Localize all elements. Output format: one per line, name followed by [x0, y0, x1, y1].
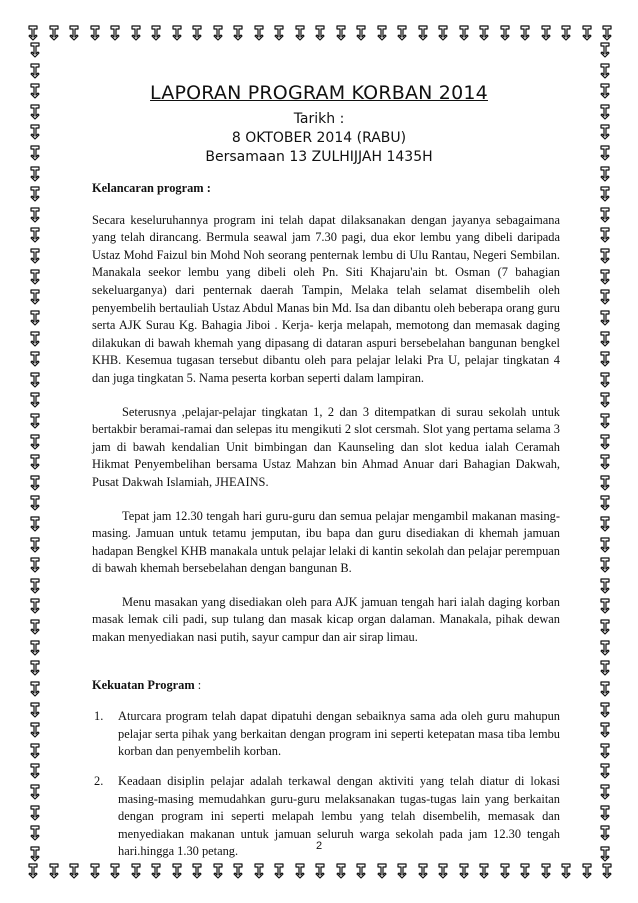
- hand-pointing-down-icon: [598, 248, 612, 264]
- hand-pointing-down-icon: [598, 660, 612, 676]
- hand-pointing-down-icon: [598, 702, 612, 718]
- hand-pointing-down-icon: [28, 743, 42, 759]
- hand-pointing-down-icon: [28, 63, 42, 79]
- hand-pointing-down-icon: [28, 145, 42, 161]
- hand-pointing-down-icon: [28, 805, 42, 821]
- hand-pointing-down-icon: [598, 722, 612, 738]
- hand-pointing-down-icon: [190, 25, 204, 41]
- hand-pointing-down-icon: [313, 25, 327, 41]
- title-block: [60, 82, 578, 167]
- hand-pointing-down-icon: [28, 454, 42, 470]
- hand-pointing-down-icon: [231, 25, 245, 41]
- hand-pointing-down-icon: [28, 578, 42, 594]
- document-title: LAPORAN PROGRAM KORBAN 2014: [150, 82, 488, 104]
- hand-pointing-down-icon: [28, 537, 42, 553]
- hand-pointing-down-icon: [600, 25, 614, 41]
- hand-pointing-down-icon: [28, 763, 42, 779]
- hand-pointing-down-icon: [28, 557, 42, 573]
- hand-pointing-down-icon: [598, 124, 612, 140]
- hand-pointing-down-icon: [28, 413, 42, 429]
- hand-pointing-down-icon: [598, 104, 612, 120]
- page-border-top: [26, 24, 614, 42]
- hand-pointing-down-icon: [598, 227, 612, 243]
- hand-pointing-down-icon: [28, 207, 42, 223]
- hand-pointing-down-icon: [598, 42, 612, 58]
- hand-pointing-down-icon: [334, 25, 348, 41]
- hand-pointing-down-icon: [293, 25, 307, 41]
- hand-pointing-down-icon: [598, 83, 612, 99]
- hand-pointing-down-icon: [598, 825, 612, 841]
- hand-pointing-down-icon: [170, 25, 184, 41]
- hand-pointing-down-icon: [598, 392, 612, 408]
- hand-pointing-down-icon: [598, 681, 612, 697]
- section-heading-colon: :: [194, 677, 202, 692]
- hand-pointing-down-icon: [598, 372, 612, 388]
- hand-pointing-down-icon: [598, 495, 612, 511]
- page-number: 2: [315, 840, 323, 852]
- hand-pointing-down-icon: [28, 702, 42, 718]
- hand-pointing-down-icon: [598, 784, 612, 800]
- hand-pointing-down-icon: [598, 351, 612, 367]
- hand-pointing-down-icon: [598, 557, 612, 573]
- hand-pointing-down-icon: [436, 25, 450, 41]
- hand-pointing-down-icon: [598, 578, 612, 594]
- hand-pointing-down-icon: [598, 331, 612, 347]
- hand-pointing-down-icon: [600, 863, 614, 879]
- hand-pointing-down-icon: [28, 124, 42, 140]
- hand-pointing-down-icon: [598, 166, 612, 182]
- hand-pointing-down-icon: [28, 372, 42, 388]
- hand-pointing-down-icon: [477, 25, 491, 41]
- hand-pointing-down-icon: [28, 660, 42, 676]
- hand-pointing-down-icon: [47, 25, 61, 41]
- hand-pointing-down-icon: [598, 640, 612, 656]
- strengths-list: [92, 708, 560, 861]
- hand-pointing-down-icon: [598, 516, 612, 532]
- hand-pointing-down-icon: [354, 25, 368, 41]
- hand-pointing-down-icon: [272, 25, 286, 41]
- hand-pointing-down-icon: [559, 25, 573, 41]
- hand-pointing-down-icon: [28, 598, 42, 614]
- page-border-left: [26, 42, 44, 862]
- hand-pointing-down-icon: [598, 598, 612, 614]
- hand-pointing-down-icon: [28, 681, 42, 697]
- hand-pointing-down-icon: [539, 25, 553, 41]
- hand-pointing-down-icon: [28, 310, 42, 326]
- hand-pointing-down-icon: [598, 454, 612, 470]
- hand-pointing-down-icon: [28, 516, 42, 532]
- hand-pointing-down-icon: [598, 269, 612, 285]
- hand-pointing-down-icon: [28, 495, 42, 511]
- list-item-number: 1.: [94, 709, 104, 724]
- hand-pointing-down-icon: [598, 475, 612, 491]
- page-border-right: [596, 42, 614, 862]
- hand-pointing-down-icon: [598, 434, 612, 450]
- hand-pointing-down-icon: [28, 186, 42, 202]
- hand-pointing-down-icon: [28, 475, 42, 491]
- hand-pointing-down-icon: [28, 166, 42, 182]
- list-item: [92, 708, 560, 761]
- list-item-number: 2.: [94, 774, 104, 789]
- hand-pointing-down-icon: [598, 207, 612, 223]
- date-value: 8 OKTOBER 2014 (RABU): [231, 130, 407, 146]
- hand-pointing-down-icon: [28, 331, 42, 347]
- hand-pointing-down-icon: [149, 25, 163, 41]
- hand-pointing-down-icon: [28, 784, 42, 800]
- hand-pointing-down-icon: [28, 42, 42, 58]
- date-label: Tarikh :: [293, 111, 345, 127]
- paragraph: Secara keseluruhannya program ini telah dapat dilaksanakan dengan jayanya sebagaimana yang telah dirancang. Bermula seawal jam 7.30 pagi, dua ekor lembu yang dibeli daripada Ustaz Mohd Faizul bin Mohd Noh seorang penternak lembu di Ulu Rantau, Negeri Sembilan. Manakala seekor lembu yang dibeli oleh Pn. Siti Khajaru'ain bt. Osman (7 bahagian sekeluarganya) dari penternak daerah Tampin, Melaka telah selamat disembelih oleh penyembelih bertauliah Ustaz Abdul Manas bin Md. Isa dan dibantu oleh beberapa orang guru serta AJK Surau Kg. Bahagia Jiboi . Kerja- kerja melapah, memotong dan memasak daging dilakukan di bawah khemah yang dipasang di dataran aspuri bersebelahan bangunan bengkel KHB. Kesemua tugasan tersebut dibantu oleh para pelajar lelaki Pra U, pelajar tingkatan 4 dan juga tingkatan 5. Nama peserta korban seperti dalam lampiran.: [92, 212, 560, 385]
- section-heading-kekuatan-text: Kekuatan Program: [92, 677, 195, 692]
- hand-pointing-down-icon: [28, 434, 42, 450]
- hand-pointing-down-icon: [252, 25, 266, 41]
- hand-pointing-down-icon: [129, 25, 143, 41]
- list-item-text: Aturcara program telah dapat dipatuhi dengan sebaiknya sama ada oleh guru mahupun pelajar serta pihak yang berkaitan dengan program ini seperti ketepatan masa tiba lembu korban dan penyembelih korban.: [118, 709, 560, 759]
- hand-pointing-down-icon: [108, 25, 122, 41]
- hand-pointing-down-icon: [211, 25, 225, 41]
- hand-pointing-down-icon: [28, 722, 42, 738]
- section-heading-kekuatan: [92, 677, 560, 695]
- hand-pointing-down-icon: [559, 863, 573, 879]
- hand-pointing-down-icon: [395, 25, 409, 41]
- paragraph: Seterusnya ,pelajar-pelajar tingkatan 1, 2 dan 3 ditempatkan di surau sekolah untuk bertakbir beramai-ramai dan selepas itu mengikuti 2 slot cersmah. Slot yang pertama selama 3 jam di bawah kendalian Unit bimbingan dan Kaunseling dan slot kedua ialah Ceramah Hikmat Penyembelihan bersama Ustaz Mahzan bin Ahmad Anuar dari Bahagian Dakwah, Pusat Dakwah Islamiah, JHEAINS.: [92, 404, 560, 489]
- hand-pointing-down-icon: [457, 25, 471, 41]
- hand-pointing-down-icon: [28, 104, 42, 120]
- hand-pointing-down-icon: [498, 25, 512, 41]
- hand-pointing-down-icon: [28, 227, 42, 243]
- hand-pointing-down-icon: [598, 289, 612, 305]
- hand-pointing-down-icon: [598, 413, 612, 429]
- hand-pointing-down-icon: [598, 63, 612, 79]
- hand-pointing-down-icon: [598, 186, 612, 202]
- paragraph: Tepat jam 12.30 tengah hari guru-guru dan semua pelajar mengambil makanan masing-masing. Jamuan untuk tetamu jemputan, ibu bapa dan guru disediakan di khemah jamuan hadapan Bengkel KHB manakala untuk pelajar lelaki di kantin sekolah dan pelajar perempuan di bawah khemah bersebelahan dengan bangunan B.: [92, 508, 560, 576]
- hand-pointing-down-icon: [598, 310, 612, 326]
- section-heading-kelancaran: Kelancaran program :: [92, 181, 211, 195]
- paragraph: Menu masakan yang disediakan oleh para AJK jamuan tengah hari ialah daging korban masak lemak cili padi, sup tulang dan masak kicap organ dalaman. Manakala, pihak dewan makan menyediakan nasi putih, sayur campur dan air sirap limau.: [92, 594, 560, 645]
- hand-pointing-down-icon: [28, 640, 42, 656]
- hand-pointing-down-icon: [598, 537, 612, 553]
- hand-pointing-down-icon: [598, 619, 612, 635]
- hand-pointing-down-icon: [28, 825, 42, 841]
- hand-pointing-down-icon: [67, 25, 81, 41]
- hand-pointing-down-icon: [375, 25, 389, 41]
- list-item-text: Keadaan disiplin pelajar adalah terkawal dengan aktiviti yang telah diatur di lokasi masing-masing memudahkan guru-guru melaksanakan tugas-tugas lain yang berkaitan dengan program ini seperti melapah lembu yang telah disembelih, memasak dan menyediakan makanan untuk jamuan seluruh warga sekolah pada jam 12.30 tengah hari.hingga 1.30 petang.: [118, 774, 560, 859]
- hand-pointing-down-icon: [28, 619, 42, 635]
- hand-pointing-down-icon: [88, 25, 102, 41]
- hand-pointing-down-icon: [518, 25, 532, 41]
- hand-pointing-down-icon: [580, 863, 594, 879]
- hand-pointing-down-icon: [28, 269, 42, 285]
- hand-pointing-down-icon: [26, 25, 40, 41]
- report-body: [92, 180, 560, 873]
- hand-pointing-down-icon: [47, 863, 61, 879]
- hijri-date: Bersamaan 13 ZULHIJJAH 1435H: [205, 149, 433, 165]
- hand-pointing-down-icon: [28, 83, 42, 99]
- hand-pointing-down-icon: [28, 289, 42, 305]
- hand-pointing-down-icon: [416, 25, 430, 41]
- hand-pointing-down-icon: [598, 145, 612, 161]
- hand-pointing-down-icon: [598, 743, 612, 759]
- hand-pointing-down-icon: [28, 392, 42, 408]
- hand-pointing-down-icon: [598, 763, 612, 779]
- hand-pointing-down-icon: [28, 351, 42, 367]
- hand-pointing-down-icon: [28, 248, 42, 264]
- hand-pointing-down-icon: [598, 805, 612, 821]
- hand-pointing-down-icon: [580, 25, 594, 41]
- hand-pointing-down-icon: [26, 863, 40, 879]
- hand-pointing-down-icon: [67, 863, 81, 879]
